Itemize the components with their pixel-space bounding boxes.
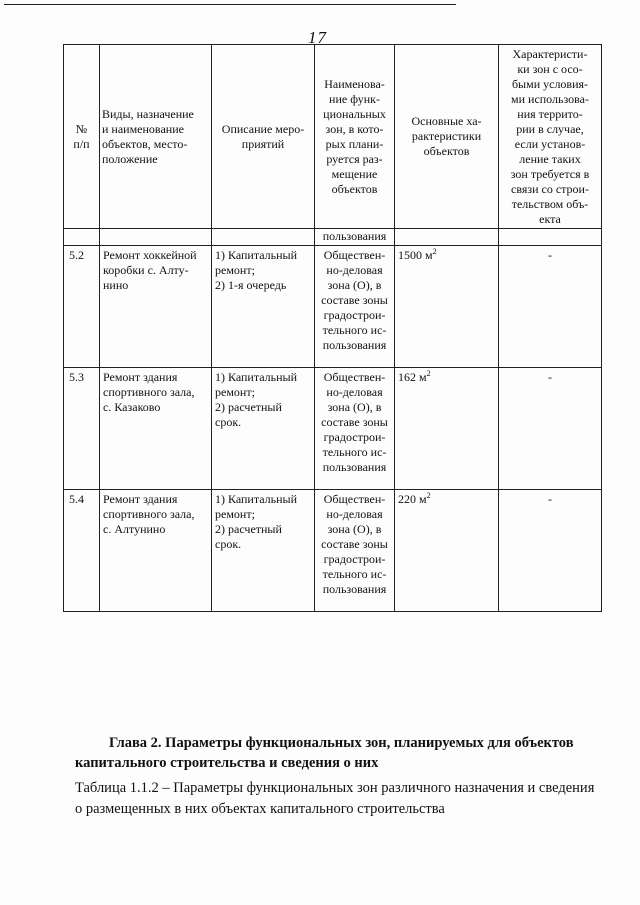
row-restrict: - xyxy=(499,246,602,368)
table-row xyxy=(64,368,602,490)
cont-cell-num xyxy=(64,229,100,246)
page-number: 17 xyxy=(308,28,327,47)
row-area-unit-sup: 2 xyxy=(426,491,431,500)
row-num: 5.2 xyxy=(64,246,100,368)
cont-cell-area xyxy=(395,229,499,246)
header-restricted-zones: Характеристи- ки зон с осо- быми условия- ми использова- ния террито- рии в случае, если установ- ление таких зон требуется в связи со строи- тельством объ- екта xyxy=(499,45,602,229)
cont-cell-restrict xyxy=(499,229,602,246)
row-restrict: - xyxy=(499,490,602,612)
top-rule xyxy=(4,4,456,5)
table-row-continuation xyxy=(64,229,602,246)
chapter-heading: Глава 2. Параметры функциональных зон, планируемых для объектов капитального строительства и сведения о них xyxy=(75,735,574,771)
row-area-value: 220 м xyxy=(398,492,427,506)
row-restrict: - xyxy=(499,368,602,490)
row-area-unit-sup: 2 xyxy=(432,247,437,256)
row-zone: Обществен- но-деловая зона (О), в составе зоны градострои- тельного ис- пользования xyxy=(315,368,395,490)
row-area xyxy=(395,490,499,612)
row-zone: Обществен- но-деловая зона (О), в составе зоны градострои- тельного ис- пользования xyxy=(315,490,395,612)
table-row xyxy=(64,246,602,368)
row-zone: Обществен- но-деловая зона (О), в составе зоны градострои- тельного ис- пользования xyxy=(315,246,395,368)
row-object-name: Ремонт здания спортивного зала, с. Казаково xyxy=(100,368,212,490)
cont-cell-name xyxy=(100,229,212,246)
cont-cell-actions xyxy=(212,229,315,246)
cont-cell-zone: пользования xyxy=(315,229,395,246)
row-area xyxy=(395,246,499,368)
row-num: 5.3 xyxy=(64,368,100,490)
row-actions: 1) Капитальный ремонт; 2) расчетный срок. xyxy=(212,490,315,612)
table-caption: Таблица 1.1.2 – Параметры функциональных зон различного назначения и сведения о размещенных в них объектах капитального строительства xyxy=(75,780,595,817)
objects-table xyxy=(63,44,602,612)
header-object-type: Виды, назначение и наименование объектов, место- положение xyxy=(100,45,212,229)
header-functional-zone: Наименова- ние функ- циональных зон, в кото- рых плани- руется раз- мещение объектов xyxy=(315,45,395,229)
table-row xyxy=(64,490,602,612)
row-area xyxy=(395,368,499,490)
row-object-name: Ремонт здания спортивного зала, с. Алтунино xyxy=(100,490,212,612)
row-object-name: Ремонт хоккейной коробки с. Алту- нино xyxy=(100,246,212,368)
row-area-value: 1500 м xyxy=(398,248,433,262)
header-characteristics: Основные ха- рактеристики объектов xyxy=(395,45,499,229)
row-actions: 1) Капитальный ремонт; 2) расчетный срок. xyxy=(212,368,315,490)
row-num: 5.4 xyxy=(64,490,100,612)
header-actions: Описание меро- приятий xyxy=(212,45,315,229)
row-area-value: 162 м xyxy=(398,370,427,384)
header-num: № п/п xyxy=(64,45,100,229)
row-actions: 1) Капитальный ремонт; 2) 1-я очередь xyxy=(212,246,315,368)
table-header-row xyxy=(64,45,602,229)
row-area-unit-sup: 2 xyxy=(426,369,431,378)
